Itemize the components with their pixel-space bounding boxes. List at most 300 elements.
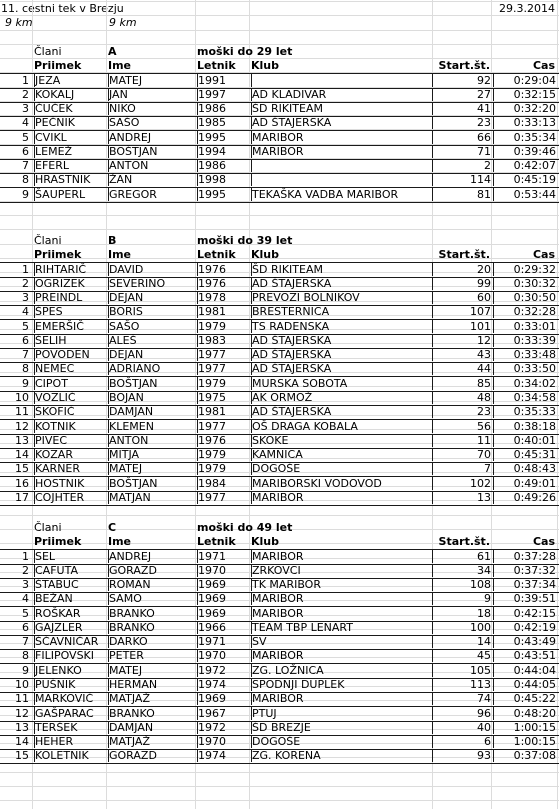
cell-number[interactable]: 3 <box>22 291 29 305</box>
cell-ime[interactable]: KLEMEN <box>108 420 195 433</box>
cell-number[interactable]: 8 <box>22 173 29 187</box>
cell-letnik[interactable]: 1998 <box>197 173 248 186</box>
column-header-klub[interactable]: Klub <box>251 59 279 73</box>
cell-priimek[interactable]: OGRIZEK <box>34 277 105 290</box>
cell-time[interactable]: 0:39:46 <box>493 145 556 158</box>
cell-ime[interactable]: BORIS <box>108 305 195 318</box>
cell-time[interactable]: 0:48:43 <box>493 462 556 475</box>
cell-start-number[interactable]: 99 <box>432 277 491 290</box>
cell-start-number[interactable]: 44 <box>432 362 491 375</box>
cell-priimek[interactable]: PREINDL <box>34 291 105 304</box>
cell-ime[interactable]: ALEŠ <box>108 334 195 347</box>
cell-ime[interactable]: GORAZD <box>108 749 195 762</box>
column-header-ime[interactable]: Ime <box>108 59 132 73</box>
cell-number[interactable]: 2 <box>22 87 29 101</box>
cell-start-number[interactable]: 40 <box>432 721 491 734</box>
cell-ime[interactable]: DEJAN <box>108 291 195 304</box>
cell-time[interactable]: 0:33:13 <box>493 116 556 129</box>
cell-letnik[interactable]: 1975 <box>197 391 248 404</box>
cell-time[interactable]: 0:37:28 <box>493 550 556 563</box>
cell-ime[interactable]: BOŠTJAN <box>108 145 195 158</box>
cell-priimek[interactable]: PUŠNIK <box>34 678 105 691</box>
cell-priimek[interactable]: CVIKL <box>34 131 105 144</box>
group-letter[interactable]: C <box>108 521 117 534</box>
cell-letnik[interactable]: 1970 <box>197 649 248 662</box>
cell-ime[interactable]: HERMAN <box>108 678 195 691</box>
cell-start-number[interactable]: 61 <box>432 550 491 563</box>
cell-klub[interactable]: SPODNJI DUPLEK <box>251 678 432 691</box>
cell-start-number[interactable]: 41 <box>432 102 491 115</box>
cell-priimek[interactable]: KOTNIK <box>34 420 105 433</box>
cell-ime[interactable]: DEJAN <box>108 348 195 361</box>
cell-klub[interactable]: DOGOŠE <box>251 462 432 475</box>
cell-start-number[interactable]: 107 <box>432 305 491 318</box>
cell-time[interactable]: 0:30:32 <box>493 277 556 290</box>
cell-klub[interactable]: MARIBOR <box>251 145 432 158</box>
cell-number[interactable]: 4 <box>22 116 29 130</box>
cell-priimek[interactable]: KARNER <box>34 462 105 475</box>
cell-time[interactable]: 0:53:44 <box>493 188 556 201</box>
cell-number[interactable]: 1 <box>22 549 29 563</box>
cell-klub[interactable]: AD ŠTAJERSKA <box>251 116 432 129</box>
cell-letnik[interactable]: 1991 <box>197 74 248 87</box>
cell-start-number[interactable]: 102 <box>432 477 491 490</box>
cell-number[interactable]: 7 <box>22 159 29 173</box>
column-header-num[interactable] <box>0 59 31 73</box>
cell-ime[interactable]: MATJAŽ <box>108 692 195 705</box>
column-header-cas[interactable]: Cas <box>532 535 555 549</box>
cell-ime[interactable]: DAMJAN <box>108 721 195 734</box>
column-header-klub[interactable]: Klub <box>251 248 279 262</box>
cell-time[interactable]: 0:33:39 <box>493 334 556 347</box>
cell-time[interactable]: 0:43:51 <box>493 649 556 662</box>
cell-time[interactable]: 0:42:19 <box>493 621 556 634</box>
cell-start-number[interactable]: 7 <box>432 462 491 475</box>
cell-number[interactable]: 2 <box>22 276 29 290</box>
cell-start-number[interactable]: 56 <box>432 420 491 433</box>
cell-klub[interactable]: MARIBOR <box>251 550 432 563</box>
cell-number[interactable]: 7 <box>22 635 29 649</box>
cell-start-number[interactable]: 12 <box>432 334 491 347</box>
cell-number[interactable]: 9 <box>22 376 29 390</box>
cell-klub[interactable]: ZG. LOŽNICA <box>251 664 432 677</box>
cell-letnik[interactable]: 1970 <box>197 564 248 577</box>
cell-number[interactable]: 3 <box>22 578 29 592</box>
cell-start-number[interactable]: 108 <box>432 578 491 591</box>
cell-priimek[interactable]: ŠČAVNIČAR <box>34 635 105 648</box>
cell-priimek[interactable]: GAŠPARAC <box>34 707 105 720</box>
column-header-num[interactable] <box>0 248 31 262</box>
cell-ime[interactable]: MATJAŽ <box>108 735 195 748</box>
cell-priimek[interactable]: VOZLIČ <box>34 391 105 404</box>
cell-number[interactable]: 17 <box>15 490 29 504</box>
cell-number[interactable]: 7 <box>22 348 29 362</box>
cell-number[interactable]: 1 <box>22 73 29 87</box>
cell-priimek[interactable]: PIVEC <box>34 434 105 447</box>
cell-number[interactable]: 9 <box>22 663 29 677</box>
cell-ime[interactable]: PETER <box>108 649 195 662</box>
group-category[interactable]: moški do 29 let <box>197 45 293 58</box>
cell-klub[interactable]: MARIBORSKI VODOVOD <box>251 477 432 490</box>
cell-letnik[interactable]: 1966 <box>197 621 248 634</box>
cell-start-number[interactable]: 48 <box>432 391 491 404</box>
cell-number[interactable]: 11 <box>15 405 29 419</box>
cell-priimek[interactable]: ROŠKAR <box>34 607 105 620</box>
cell-number[interactable]: 14 <box>15 448 29 462</box>
cell-number[interactable]: 8 <box>22 649 29 663</box>
cell-ime[interactable]: MATEJ <box>108 664 195 677</box>
cell-start-number[interactable]: 27 <box>432 88 491 101</box>
cell-ime[interactable]: DAVID <box>108 263 195 276</box>
cell-time[interactable]: 0:45:22 <box>493 692 556 705</box>
cell-start-number[interactable]: 81 <box>432 188 491 201</box>
cell-start-number[interactable]: 9 <box>432 592 491 605</box>
cell-ime[interactable]: BRANKO <box>108 621 195 634</box>
cell-letnik[interactable]: 1977 <box>197 491 248 504</box>
cell-klub[interactable]: ŠD RIKITEAM <box>251 102 432 115</box>
cell-time[interactable]: 0:30:50 <box>493 291 556 304</box>
cell-priimek[interactable]: ŠPES <box>34 305 105 318</box>
cell-priimek[interactable]: CIPOT <box>34 377 105 390</box>
cell-time[interactable]: 0:37:08 <box>493 749 556 762</box>
cell-letnik[interactable]: 1972 <box>197 664 248 677</box>
cell-number[interactable]: 13 <box>15 720 29 734</box>
cell-time[interactable]: 0:38:18 <box>493 420 556 433</box>
cell-time[interactable]: 0:34:02 <box>493 377 556 390</box>
cell-letnik[interactable]: 1979 <box>197 377 248 390</box>
cell-time[interactable]: 0:32:28 <box>493 305 556 318</box>
cell-letnik[interactable]: 1976 <box>197 277 248 290</box>
cell-priimek[interactable]: ŠAUPERL <box>34 188 105 201</box>
cell-ime[interactable]: BOŠTJAN <box>108 377 195 390</box>
column-header-priimek[interactable]: Priimek <box>34 535 82 549</box>
cell-ime[interactable]: MATEJ <box>108 74 195 87</box>
race-title[interactable]: 11. cestni tek v Brezju <box>1 2 124 15</box>
cell-priimek[interactable]: HEHER <box>34 735 105 748</box>
cell-letnik[interactable]: 1985 <box>197 116 248 129</box>
cell-letnik[interactable]: 1981 <box>197 305 248 318</box>
cell-klub[interactable]: PREVOZI BOLNIKOV <box>251 291 432 304</box>
cell-time[interactable]: 0:45:31 <box>493 448 556 461</box>
cell-klub[interactable]: ŠD BREZJE <box>251 721 432 734</box>
cell-priimek[interactable]: PEČNIK <box>34 116 105 129</box>
cell-priimek[interactable]: ŠTABUC <box>34 578 105 591</box>
cell-priimek[interactable]: TERŠEK <box>34 721 105 734</box>
cell-number[interactable]: 12 <box>15 706 29 720</box>
cell-ime[interactable]: BOJAN <box>108 391 195 404</box>
cell-klub[interactable]: MARIBOR <box>251 131 432 144</box>
cell-start-number[interactable]: 2 <box>432 159 491 172</box>
cell-time[interactable]: 0:29:04 <box>493 74 556 87</box>
cell-priimek[interactable]: KOZAR <box>34 448 105 461</box>
cell-letnik[interactable]: 1967 <box>197 707 248 720</box>
cell-time[interactable]: 0:42:15 <box>493 607 556 620</box>
cell-letnik[interactable]: 1986 <box>197 102 248 115</box>
cell-klub[interactable]: TS RADENSKA <box>251 320 432 333</box>
column-header-letnik[interactable]: Letnik <box>197 59 236 73</box>
cell-start-number[interactable]: 101 <box>432 320 491 333</box>
cell-ime[interactable]: NIKO <box>108 102 195 115</box>
cell-priimek[interactable]: GAJZLER <box>34 621 105 634</box>
column-header-priimek[interactable]: Priimek <box>34 59 82 73</box>
cell-time[interactable]: 0:39:51 <box>493 592 556 605</box>
cell-klub[interactable]: TK MARIBOR <box>251 578 432 591</box>
cell-ime[interactable]: DARKO <box>108 635 195 648</box>
cell-start-number[interactable]: 85 <box>432 377 491 390</box>
cell-priimek[interactable]: RIHTARIČ <box>34 263 105 276</box>
cell-number[interactable]: 14 <box>15 735 29 749</box>
cell-letnik[interactable]: 1969 <box>197 578 248 591</box>
cell-letnik[interactable]: 1969 <box>197 607 248 620</box>
cell-ime[interactable]: GORAZD <box>108 564 195 577</box>
cell-start-number[interactable]: 6 <box>432 735 491 748</box>
cell-start-number[interactable]: 34 <box>432 564 491 577</box>
cell-priimek[interactable]: HOSTNIK <box>34 477 105 490</box>
cell-letnik[interactable]: 1981 <box>197 405 248 418</box>
cell-number[interactable]: 4 <box>22 592 29 606</box>
cell-ime[interactable]: ANDREJ <box>108 550 195 563</box>
column-header-ime[interactable]: Ime <box>108 535 132 549</box>
cell-time[interactable]: 0:48:20 <box>493 707 556 720</box>
cell-number[interactable]: 9 <box>22 187 29 201</box>
cell-ime[interactable]: JAN <box>108 88 195 101</box>
cell-number[interactable]: 5 <box>22 319 29 333</box>
column-header-cas[interactable]: Cas <box>532 248 555 262</box>
cell-number[interactable]: 10 <box>15 390 29 404</box>
cell-start-number[interactable]: 11 <box>432 434 491 447</box>
cell-ime[interactable]: SAŠO <box>108 320 195 333</box>
cell-start-number[interactable]: 113 <box>432 678 491 691</box>
cell-klub[interactable]: ZG. KORENA <box>251 749 432 762</box>
cell-ime[interactable]: MATEJ <box>108 462 195 475</box>
cell-priimek[interactable]: ŠELIH <box>34 334 105 347</box>
cell-priimek[interactable]: ŠKOFIČ <box>34 405 105 418</box>
column-header-klub[interactable]: Klub <box>251 535 279 549</box>
cell-letnik[interactable]: 1976 <box>197 434 248 447</box>
cell-klub[interactable]: MARIBOR <box>251 491 432 504</box>
cell-time[interactable]: 0:29:32 <box>493 263 556 276</box>
group-category[interactable]: moški do 39 let <box>197 234 293 247</box>
cell-ime[interactable]: SAŠO <box>108 116 195 129</box>
cell-klub[interactable]: AK ORMOŽ <box>251 391 432 404</box>
cell-number[interactable]: 16 <box>15 476 29 490</box>
cell-number[interactable]: 6 <box>22 333 29 347</box>
cell-start-number[interactable]: 14 <box>432 635 491 648</box>
cell-number[interactable]: 15 <box>15 749 29 763</box>
cell-klub[interactable]: ŠD RIKITEAM <box>251 263 432 276</box>
cell-priimek[interactable]: EFERL <box>34 159 105 172</box>
cell-klub[interactable]: MARIBOR <box>251 692 432 705</box>
distance-cell-1[interactable]: 9 km <box>5 16 33 29</box>
column-header-start[interactable]: Start.št. <box>438 59 490 73</box>
cell-letnik[interactable]: 1986 <box>197 159 248 172</box>
cell-klub[interactable]: AD ŠTAJERSKA <box>251 405 432 418</box>
cell-start-number[interactable]: 74 <box>432 692 491 705</box>
group-section-label[interactable]: Člani <box>34 45 62 58</box>
cell-klub[interactable]: AD ŠTAJERSKA <box>251 362 432 375</box>
cell-number[interactable]: 15 <box>15 462 29 476</box>
cell-number[interactable]: 13 <box>15 433 29 447</box>
cell-time[interactable]: 0:35:33 <box>493 405 556 418</box>
cell-letnik[interactable]: 1997 <box>197 88 248 101</box>
cell-time[interactable]: 0:33:50 <box>493 362 556 375</box>
cell-number[interactable]: 8 <box>22 362 29 376</box>
cell-klub[interactable]: SV <box>251 635 432 648</box>
cell-start-number[interactable]: 45 <box>432 649 491 662</box>
cell-start-number[interactable]: 105 <box>432 664 491 677</box>
cell-letnik[interactable]: 1972 <box>197 721 248 734</box>
cell-letnik[interactable]: 1976 <box>197 263 248 276</box>
cell-letnik[interactable]: 1979 <box>197 320 248 333</box>
cell-klub[interactable]: MARIBOR <box>251 607 432 620</box>
cell-start-number[interactable]: 100 <box>432 621 491 634</box>
cell-priimek[interactable]: COJHTER <box>34 491 105 504</box>
cell-priimek[interactable]: KOLETNIK <box>34 749 105 762</box>
cell-klub[interactable]: OŠ DRAGA KOBALA <box>251 420 432 433</box>
cell-klub[interactable]: DOGOŠE <box>251 735 432 748</box>
column-header-ime[interactable]: Ime <box>108 248 132 262</box>
cell-ime[interactable]: ANDREJ <box>108 131 195 144</box>
cell-time[interactable]: 0:37:32 <box>493 564 556 577</box>
cell-letnik[interactable]: 1994 <box>197 145 248 158</box>
cell-number[interactable]: 11 <box>15 692 29 706</box>
cell-number[interactable]: 6 <box>22 620 29 634</box>
cell-time[interactable]: 0:33:48 <box>493 348 556 361</box>
cell-number[interactable]: 5 <box>22 130 29 144</box>
cell-letnik[interactable]: 1984 <box>197 477 248 490</box>
cell-time[interactable]: 0:35:34 <box>493 131 556 144</box>
cell-klub[interactable]: MARIBOR <box>251 649 432 662</box>
cell-letnik[interactable]: 1969 <box>197 592 248 605</box>
group-section-label[interactable]: Člani <box>34 234 62 247</box>
cell-start-number[interactable]: 13 <box>432 491 491 504</box>
cell-start-number[interactable]: 43 <box>432 348 491 361</box>
cell-letnik[interactable]: 1977 <box>197 348 248 361</box>
cell-priimek[interactable]: JEZA <box>34 74 105 87</box>
cell-letnik[interactable]: 1971 <box>197 550 248 563</box>
cell-letnik[interactable]: 1983 <box>197 334 248 347</box>
cell-priimek[interactable]: ČUČEK <box>34 102 105 115</box>
cell-time[interactable]: 0:49:26 <box>493 491 556 504</box>
cell-klub[interactable]: AD ŠTAJERSKA <box>251 348 432 361</box>
cell-ime[interactable]: DAMJAN <box>108 405 195 418</box>
cell-ime[interactable]: ANTON <box>108 159 195 172</box>
cell-start-number[interactable]: 60 <box>432 291 491 304</box>
cell-letnik[interactable]: 1978 <box>197 291 248 304</box>
cell-priimek[interactable]: MARKOVIČ <box>34 692 105 705</box>
cell-priimek[interactable]: BEŽAN <box>34 592 105 605</box>
cell-number[interactable]: 1 <box>22 262 29 276</box>
cell-time[interactable]: 1:00:15 <box>493 735 556 748</box>
column-header-start[interactable]: Start.št. <box>438 535 490 549</box>
cell-time[interactable]: 0:44:04 <box>493 664 556 677</box>
cell-time[interactable]: 0:44:05 <box>493 678 556 691</box>
cell-klub[interactable]: AD KLADIVAR <box>251 88 432 101</box>
cell-ime[interactable]: BOŠTJAN <box>108 477 195 490</box>
cell-time[interactable]: 0:32:15 <box>493 88 556 101</box>
column-header-start[interactable]: Start.št. <box>438 248 490 262</box>
cell-priimek[interactable]: CAFUTA <box>34 564 105 577</box>
column-header-num[interactable] <box>0 535 31 549</box>
cell-priimek[interactable]: KOKALJ <box>34 88 105 101</box>
cell-klub[interactable]: AD ŠTAJERSKA <box>251 334 432 347</box>
cell-start-number[interactable]: 70 <box>432 448 491 461</box>
cell-ime[interactable]: MITJA <box>108 448 195 461</box>
cell-klub[interactable]: BRESTERNICA <box>251 305 432 318</box>
column-header-letnik[interactable]: Letnik <box>197 535 236 549</box>
cell-start-number[interactable]: 20 <box>432 263 491 276</box>
race-date[interactable]: 29.3.2014 <box>499 2 555 15</box>
group-category[interactable]: moški do 49 let <box>197 521 293 534</box>
cell-time[interactable]: 1:00:15 <box>493 721 556 734</box>
cell-start-number[interactable]: 96 <box>432 707 491 720</box>
group-section-label[interactable]: Člani <box>34 521 62 534</box>
cell-letnik[interactable]: 1977 <box>197 420 248 433</box>
cell-klub[interactable] <box>251 159 432 172</box>
cell-letnik[interactable]: 1995 <box>197 188 248 201</box>
cell-klub[interactable]: ZRKOVCI <box>251 564 432 577</box>
cell-priimek[interactable]: POVODEN <box>34 348 105 361</box>
cell-start-number[interactable]: 66 <box>432 131 491 144</box>
cell-letnik[interactable]: 1971 <box>197 635 248 648</box>
group-letter[interactable]: A <box>108 45 117 58</box>
column-header-letnik[interactable]: Letnik <box>197 248 236 262</box>
cell-start-number[interactable]: 114 <box>432 173 491 186</box>
cell-number[interactable]: 10 <box>15 677 29 691</box>
cell-ime[interactable]: SEVERINO <box>108 277 195 290</box>
cell-time[interactable]: 0:45:19 <box>493 173 556 186</box>
cell-start-number[interactable]: 71 <box>432 145 491 158</box>
column-header-cas[interactable]: Cas <box>532 59 555 73</box>
cell-klub[interactable]: PTUJ <box>251 707 432 720</box>
cell-start-number[interactable]: 92 <box>432 74 491 87</box>
cell-letnik[interactable]: 1979 <box>197 448 248 461</box>
cell-priimek[interactable]: SEL <box>34 550 105 563</box>
cell-letnik[interactable]: 1977 <box>197 362 248 375</box>
cell-letnik[interactable]: 1969 <box>197 692 248 705</box>
cell-klub[interactable]: MARIBOR <box>251 592 432 605</box>
cell-klub[interactable] <box>251 74 432 87</box>
cell-priimek[interactable]: EMERŠIČ <box>34 320 105 333</box>
cell-number[interactable]: 3 <box>22 102 29 116</box>
cell-ime[interactable]: BRANKO <box>108 607 195 620</box>
cell-time[interactable]: 0:37:34 <box>493 578 556 591</box>
cell-time[interactable]: 0:49:01 <box>493 477 556 490</box>
cell-start-number[interactable]: 93 <box>432 749 491 762</box>
column-header-priimek[interactable]: Priimek <box>34 248 82 262</box>
cell-ime[interactable]: ROMAN <box>108 578 195 591</box>
group-letter[interactable]: B <box>108 234 117 247</box>
distance-cell-2[interactable]: 9 km <box>109 16 137 29</box>
cell-priimek[interactable]: HRASTNIK <box>34 173 105 186</box>
cell-klub[interactable] <box>251 173 432 186</box>
cell-number[interactable]: 2 <box>22 563 29 577</box>
cell-priimek[interactable]: LEMEŽ <box>34 145 105 158</box>
cell-ime[interactable]: ADRIANO <box>108 362 195 375</box>
cell-priimek[interactable]: NEMEC <box>34 362 105 375</box>
cell-letnik[interactable]: 1974 <box>197 749 248 762</box>
cell-priimek[interactable]: JELENKO <box>34 664 105 677</box>
cell-letnik[interactable]: 1970 <box>197 735 248 748</box>
cell-time[interactable]: 0:42:07 <box>493 159 556 172</box>
cell-ime[interactable]: BRANKO <box>108 707 195 720</box>
cell-start-number[interactable]: 23 <box>432 405 491 418</box>
cell-number[interactable]: 12 <box>15 419 29 433</box>
cell-time[interactable]: 0:32:20 <box>493 102 556 115</box>
cell-priimek[interactable]: FILIPOVSKI <box>34 649 105 662</box>
cell-ime[interactable]: GREGOR <box>108 188 195 201</box>
cell-klub[interactable]: TEAM TBP LENART <box>251 621 432 634</box>
